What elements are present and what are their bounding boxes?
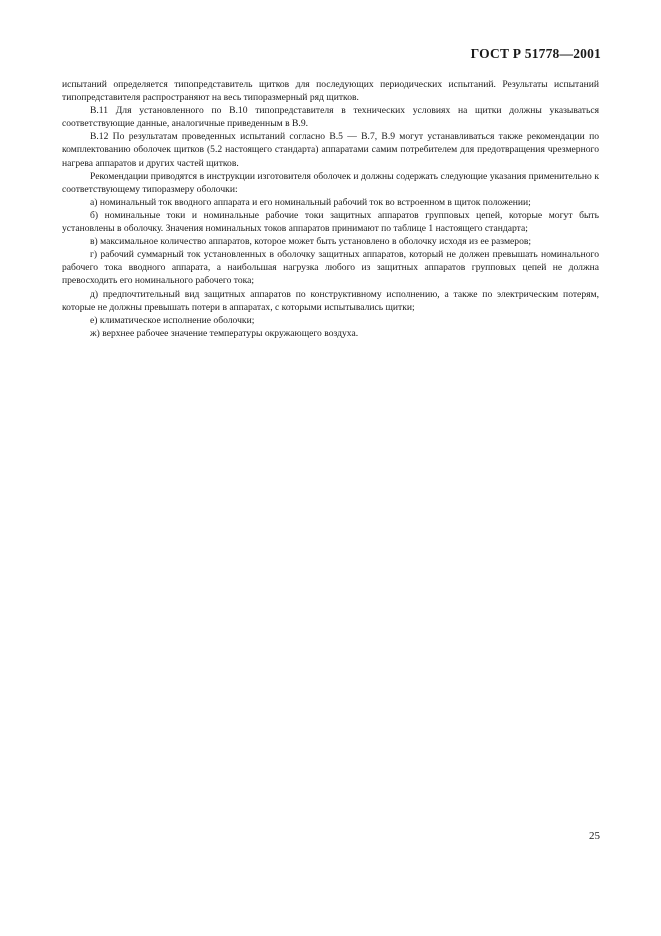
list-item-v: в) максимальное количество аппаратов, которое может быть установлено в оболочку исходя из ее размеров;	[90, 236, 532, 248]
page-number: 25	[589, 830, 600, 842]
document-header: ГОСТ Р 51778—2001	[470, 46, 601, 61]
list-item-g: г) рабочий суммарный ток установленных в оболочку защитных аппаратов, который не должен превышать номинального рабочего тока вводного аппарата, а наибольшая нагрузка любого из защитных аппаратов групповых цепей не должна превосходить его номинального рабочего тока;	[62, 249, 599, 287]
list-item-a: а) номинальный ток вводного аппарата и его номинальный рабочий ток во встроенном в щиток положении;	[90, 196, 531, 208]
list-item-d: д) предпочтительный вид защитных аппаратов по конструктивному исполнению, а также по электрическим потерям, которые не должны превышать потери в аппаратах, с которыми испытывались щитки;	[62, 288, 599, 313]
list-item-zh: ж) верхнее рабочее значение температуры окружающего воздуха.	[90, 327, 359, 339]
paragraph-recommendations: Рекомендации приводятся в инструкции изготовителя оболочек и должны содержать следующие указания применительно к соответствующему типоразмеру оболочки:	[62, 170, 599, 195]
paragraph-b11: В.11 Для установленного по В.10 типопредставителя в технических условиях на щитки должны указываться соответствующие данные, аналогичные приведенным в В.9.	[62, 105, 599, 130]
paragraph-continuation: испытаний определяется типопредставитель щитков для последующих периодических испытаний. Результаты испытаний типопредставителя распространяют на весь типоразмерный ряд щитков.	[62, 79, 599, 104]
list-item-b: б) номинальные токи и номинальные рабочие токи защитных аппаратов групповых цепей, которые могут быть установлены в оболочку. Значения номинальных токов аппаратов принимают по таблице 1 настоящего стандарта;	[62, 209, 599, 235]
paragraph-b12: В.12 По результатам проведенных испытаний согласно В.5 — В.7, В.9 могут устанавливаться также рекомендации по комплектованию оболочек щитков (5.2 настоящего стандарта) аппаратами самим потребителем для предотвращения чрезмерного нагрева аппаратов и других частей щитков.	[62, 131, 599, 169]
document-body	[62, 78, 599, 340]
list-item-e: е) климатическое исполнение оболочки;	[90, 314, 255, 326]
